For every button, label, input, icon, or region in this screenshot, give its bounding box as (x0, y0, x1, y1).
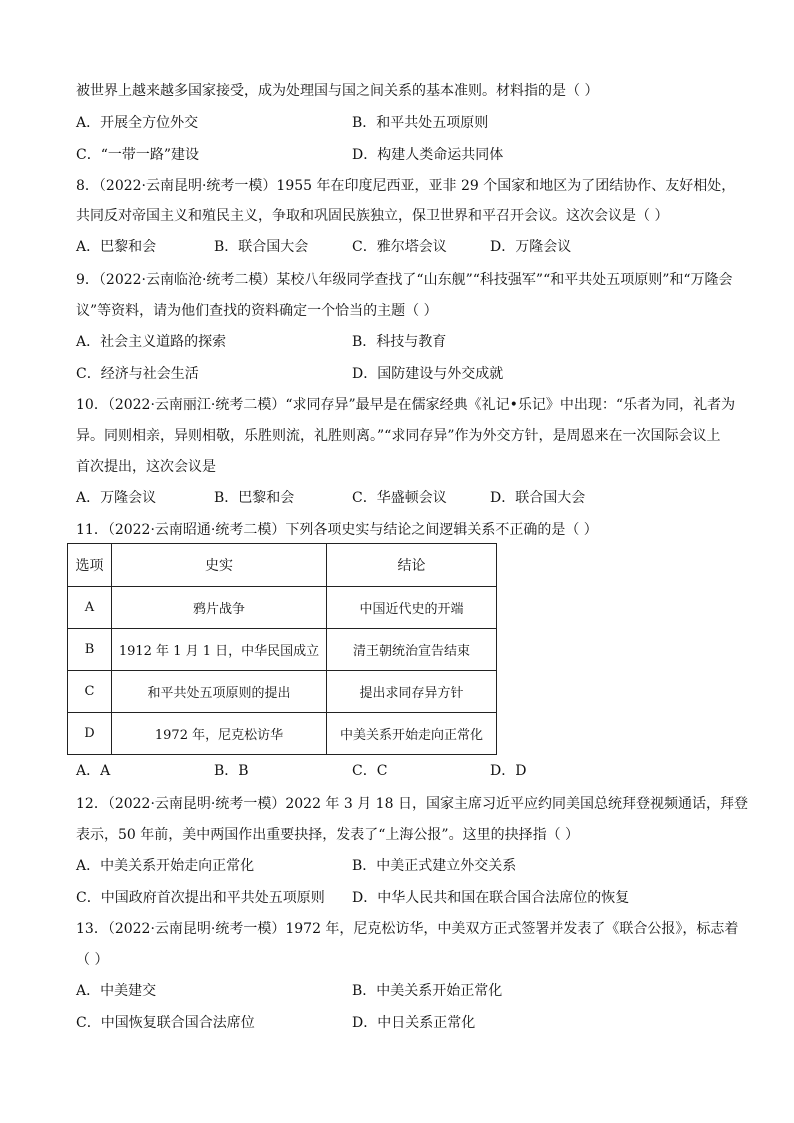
q11-option-a: A．A (76, 763, 111, 779)
q9-option-b: B．科技与教育 (352, 334, 447, 350)
q12-option-c: C．中国政府首次提出和平共处五项原则 (76, 890, 325, 906)
q8-option-d: D．万隆会议 (490, 239, 572, 255)
table-row (68, 713, 497, 755)
table-header-cell: 结论 (327, 544, 497, 587)
q7-option-c: C．“一带一路”建设 (76, 147, 200, 163)
table-header-cell: 选项 (68, 544, 112, 587)
q12-stem-line-1: 12．（2022·云南昆明·统考一模）2022 年 3 月 18 日，国家主席习近平应约同美国总统拜登视频通话，拜登 (76, 796, 748, 812)
q10-option-c: C．华盛顿会议 (352, 490, 447, 506)
table-cell: B (68, 629, 112, 671)
q9-option-c: C．经济与社会生活 (76, 366, 199, 382)
q8-option-c: C．雅尔塔会议 (352, 239, 447, 255)
q13-stem-line-2: （ ） (76, 952, 109, 968)
q8-stem-line-2: 共同反对帝国主义和殖民主义，争取和巩固民族独立，保卫世界和平召开会议。这次会议是（ ） (76, 208, 669, 224)
q12-option-a: A．中美关系开始走向正常化 (76, 858, 255, 874)
q13-option-b: B．中美关系开始正常化 (352, 983, 503, 999)
q10-stem-line-3: 首次提出，这次会议是 (76, 459, 216, 475)
table-cell: A (68, 587, 112, 629)
table-cell: 清王朝统治宣告结束 (327, 629, 497, 671)
table-cell: D (68, 713, 112, 755)
q10-stem-line-2: 异。同则相亲，异则相敬，乐胜则流，礼胜则离。”“求同存异”作为外交方针，是周恩来在一次国际会议上 (76, 428, 721, 444)
table-row (68, 671, 497, 713)
q12-stem-line-2: 表示，50 年前，美中两国作出重要抉择，发表了“上海公报”。这里的抉择指（ ） (76, 827, 580, 843)
q10-option-b: B．巴黎和会 (214, 490, 295, 506)
table-row (68, 629, 497, 671)
q13-option-a: A．中美建交 (76, 983, 157, 999)
q13-stem-line-1: 13．（2022·云南昆明·统考一模）1972 年，尼克松访华，中美双方正式签署并发表了《联合公报》，标志着 (76, 921, 739, 937)
q13-option-c: C．中国恢复联合国合法席位 (76, 1015, 255, 1031)
q8-option-b: B．联合国大会 (214, 239, 309, 255)
table-cell: 1912 年 1 月 1 日，中华民国成立 (112, 629, 327, 671)
q7-option-a: A．开展全方位外交 (76, 115, 199, 131)
q11-option-d: D．D (490, 763, 527, 779)
table-cell: C (68, 671, 112, 713)
q10-option-a: A．万隆会议 (76, 490, 157, 506)
q10-stem-line-1: 10．（2022·云南丽江·统考二模）“求同存异”最早是在儒家经典《礼记•乐记》中出现：“乐者为同，礼者为 (76, 397, 736, 413)
q7-option-b: B．和平共处五项原则 (352, 115, 489, 131)
q9-option-a: A．社会主义道路的探索 (76, 334, 227, 350)
q11-option-c: C．C (352, 763, 388, 779)
table-cell: 和平共处五项原则的提出 (112, 671, 327, 713)
q7-stem-line: 被世界上越来越多国家接受，成为处理国与国之间关系的基本准则。材料指的是（ ） (76, 83, 599, 99)
q11-stem-line: 11．（2022·云南昭通·统考二模）下列各项史实与结论之间逻辑关系不正确的是（ ） (76, 522, 598, 538)
q12-option-d: D．中华人民共和国在联合国合法席位的恢复 (352, 890, 630, 906)
table-row (68, 587, 497, 629)
q11-table (67, 543, 497, 755)
q9-stem-line-2: 议”等资料，请为他们查找的资料确定一个恰当的主题（ ） (76, 303, 438, 319)
table-cell: 1972 年，尼克松访华 (112, 713, 327, 755)
q7-option-d: D．构建人类命运共同体 (352, 147, 504, 163)
q8-option-a: A．巴黎和会 (76, 239, 157, 255)
q8-stem-line-1: 8．（2022·云南昆明·统考一模）1955 年在印度尼西亚，亚非 29 个国家和地区为了团结协作、友好相处， (76, 178, 736, 194)
table-cell: 中国近代史的开端 (327, 587, 497, 629)
table-header-row (68, 544, 497, 587)
table-cell: 鸦片战争 (112, 587, 327, 629)
q13-option-d: D．中日关系正常化 (352, 1015, 476, 1031)
q9-option-d: D．国防建设与外交成就 (352, 366, 504, 382)
q10-option-d: D．联合国大会 (490, 490, 586, 506)
table-cell: 中美关系开始走向正常化 (327, 713, 497, 755)
table-header-cell: 史实 (112, 544, 327, 587)
q12-option-b: B．中美正式建立外交关系 (352, 858, 517, 874)
q11-option-b: B．B (214, 763, 249, 779)
q9-stem-line-1: 9．（2022·云南临沧·统考二模）某校八年级同学查找了“山东舰”“科技强军”“和平共处五项原则”和“万隆会 (76, 272, 733, 288)
table-cell: 提出求同存异方针 (327, 671, 497, 713)
